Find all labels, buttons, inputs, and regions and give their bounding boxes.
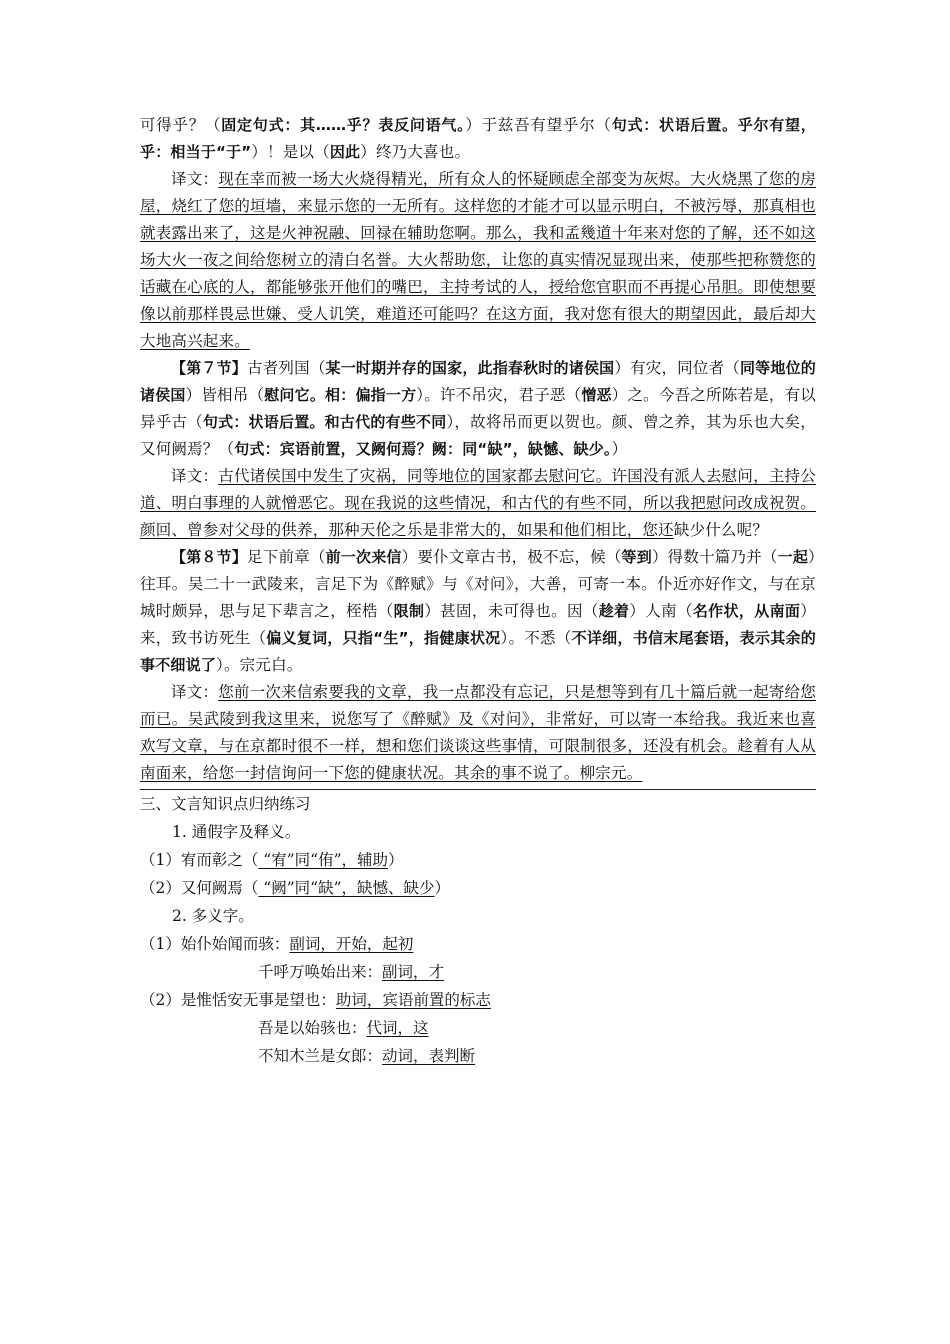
p5-run-annotation: 【第８节】 <box>171 548 248 566</box>
item-2a2-answer: 副词，才 <box>382 963 445 981</box>
p3-run-text: 古者列国（ <box>247 359 326 377</box>
p1-run-text: ）于兹吾有望乎尔（ <box>465 116 612 134</box>
item-2b3-question: 不知木兰是女郎： <box>258 1047 383 1065</box>
item-2b2-answer: 代词，这 <box>366 1019 429 1037</box>
p5-run-annotation: 一起 <box>777 548 809 566</box>
p4-run-text: 缺少什么呢？ <box>673 521 769 539</box>
item-1a-answer: “宥”同“侑”，辅助 <box>258 851 388 869</box>
item-1b-close: ） <box>434 879 451 897</box>
item-2b-answer: 助词，宾语前置的标志 <box>335 991 491 1009</box>
item-1a-question: （1）宥而彰之（ <box>140 851 259 869</box>
p3-run-annotation: 句式：宾语前置，又阙何焉？阙：同“缺”，缺憾、缺少。 <box>234 440 612 458</box>
item-2a-answer: 副词，开始，起初 <box>289 935 414 953</box>
paragraph-1 <box>140 112 816 166</box>
p3-run-text: ） <box>611 440 628 458</box>
p1-run-text: 可得乎？（ <box>140 116 222 134</box>
item-1b-question: （2）又何阙焉（ <box>140 879 259 897</box>
item-2b3 <box>140 1042 816 1070</box>
p5-run-text: ）来，致书访死生（ <box>140 602 816 647</box>
p5-run-annotation: 偏义复词，只指“生”，指健康状况 <box>266 629 501 647</box>
item-2b2-question: 吾是以始骇也： <box>258 1019 367 1037</box>
p5-run-annotation: 前一次来信 <box>325 548 402 566</box>
p3-run-text: ）。许不吊灾，君子恶（ <box>416 386 582 404</box>
p6-run-translation: 您前一次来信索要我的文章，我一点都没有忘记，只是想等到有几十篇后就一起寄给您而已。吴武陵到我这里来，说您写了《醉赋》及《对问》，非常好，可以寄一本给我。我近来也喜欢写文章，与在京都时很不一样，想和您们谈谈这些事情，可限制很多，还没有机会。趁着有人从南面来，给您一封信询问一下您的健康状况。其余的事不说了。柳宗元。 <box>140 683 816 782</box>
p3-run-annotation: 憎恶 <box>581 386 612 404</box>
item-2b <box>140 986 816 1014</box>
p3-run-text: ）之。今吾之所陈若是，有以异乎古（ <box>140 386 816 431</box>
p5-run-text: ）甚固，未可得也。因（ <box>424 602 599 620</box>
p3-run-annotation: 慰问它。相：偏指一方 <box>264 386 417 404</box>
p1-run-annotation: 因此 <box>329 143 361 161</box>
p5-run-text: ）。宗元白。 <box>216 656 303 674</box>
p1-run-annotation: 固定句式：其……乎？表反问语气。 <box>221 116 466 134</box>
item-1a-close: ） <box>388 851 404 869</box>
p5-run-text: ）要仆文章古书，极不忘，候（ <box>401 548 622 566</box>
p5-run-annotation: 限制 <box>393 602 425 620</box>
translation-6 <box>140 166 816 355</box>
item-2a2-question: 千呼万唤始出来： <box>258 963 383 981</box>
section-8-paragraph <box>140 544 816 679</box>
p5-run-text: ）人南（ <box>629 602 693 620</box>
p3-run-text: ）皆相吊（ <box>185 386 265 404</box>
section-7-paragraph <box>140 355 816 463</box>
p3-run-annotation: 【第７节】 <box>171 359 248 377</box>
p4-run-text: 译文： <box>171 467 219 485</box>
p1-run-annotation: 句式：状语后置。乎尔有望，乎：相当于“于” <box>140 116 816 161</box>
item-2b2 <box>140 1014 816 1042</box>
item-2a <box>140 930 816 958</box>
p5-run-text: 足下前章（ <box>247 548 326 566</box>
p1-run-text: ）！是以（ <box>251 143 330 161</box>
p2-run-text: 译文： <box>171 170 219 188</box>
item-1-title: 1. 通假字及释义。 <box>172 823 301 841</box>
section-title: 三、文言知识点归纳练习 <box>140 795 311 813</box>
p5-run-annotation: 趁着 <box>598 602 630 620</box>
p6-run-text: 译文： <box>171 683 219 701</box>
p4-run-translation: 古代诸侯国中发生了灾祸，同等地位的国家都去慰问它。许国没有派人去慰问，主持公道、明白事理的人就憎恶它。现在我说的这些情况，和古代的有些不同，所以我把慰问改成祝贺。颜回、曾参对父母的供养，那种天伦之乐是非常大的，如果和他们相比，您还 <box>140 467 816 539</box>
p5-run-annotation: 等到 <box>621 548 652 566</box>
item-2b3-answer: 动词，表判断 <box>382 1047 476 1065</box>
p5-run-text: ）。不悉（ <box>500 629 572 647</box>
p3-run-annotation: 句式：状语后置。和古代的有些不同 <box>202 413 447 431</box>
item-2a-question: （1）始仆始闻而骇： <box>140 935 290 953</box>
p3-run-text: ），故将吊而更以贺也。颜、曾之养，其为乐也大矣，又何阙焉？（ <box>140 413 816 458</box>
item-2-title: 2. 多义字。 <box>172 907 254 925</box>
item-2b-question: （2）是惟恬安无事是望也： <box>140 991 336 1009</box>
item-1b-answer: “阙”同“缺”，缺憾、缺少 <box>258 879 435 897</box>
document-page <box>140 112 816 1070</box>
p1-run-text: ）终乃大喜也。 <box>360 143 471 161</box>
item-1a <box>140 846 816 874</box>
p2-run-translation: 现在幸而被一场大火烧得精光，所有众人的怀疑顾虑全部变为灰烬。大火烧黑了您的房屋，烧红了您的垣墙，来显示您的一无所有。这样您的才能才可以显示明白，不被污辱，那真相也就表露出来了，这是火神祝融、回禄在辅助您啊。那么，我和孟幾道十年来对您的了解，还不如这场大火一夜之间给您树立的清白名誉。大火帮助您，让您的真实情况显现出来，使那些把称赞您的话藏在心底的人，都能够张开他们的嘴巴，主持考试的人，授给您官职而不再提心吊胆。即使想要像以前那样畏忌世嫌、受人讥笑，难道还可能吗？在这方面，我对您有很大的期望因此，最后却大大地高兴起来。 <box>140 170 816 350</box>
p3-run-annotation: 同等地位的诸侯国 <box>140 359 816 404</box>
translation-8 <box>140 679 816 787</box>
p5-run-annotation: 不详细，书信末尾套语，表示其余的事不细说了 <box>140 629 817 674</box>
item-2a2 <box>140 958 816 986</box>
p5-run-annotation: 名作状，从南面 <box>692 602 801 620</box>
p5-run-text: ）往耳。吴二十一武陵来，言足下为《醉赋》与《对问》，大善，可寄一本。仆近亦好作文，与在京城时颇异，思与足下辈言之，桎梏（ <box>140 548 816 620</box>
translation-7 <box>140 463 816 544</box>
p3-run-annotation: 某一时期并存的国家，此指春秋时的诸侯国 <box>325 359 615 377</box>
p3-run-text: ）有灾，同位者（ <box>614 359 740 377</box>
item-1b <box>140 874 816 902</box>
p5-run-text: ）得数十篇乃并（ <box>651 548 778 566</box>
